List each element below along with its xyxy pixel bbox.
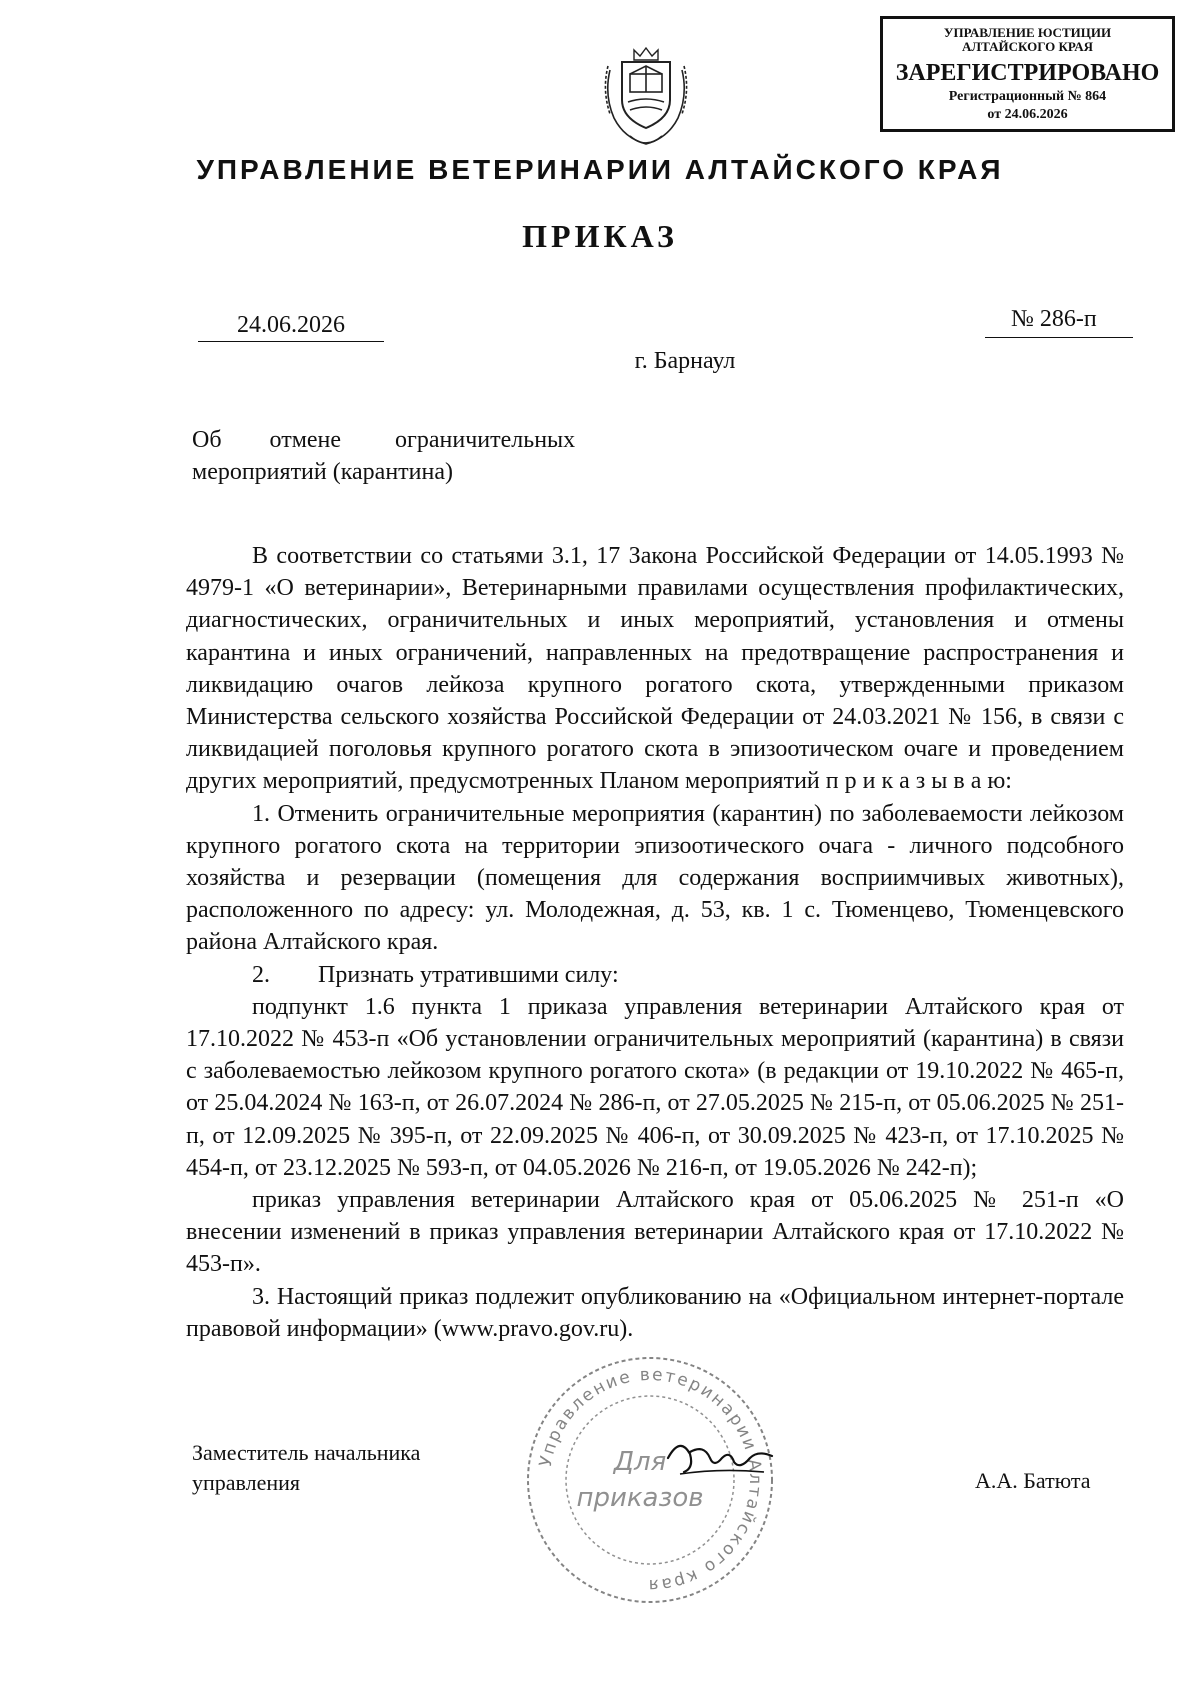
order-item-1: 1. Отменить ограничительные мероприятия (карантин) по заболеваемости лейкозом крупного рогатого скота на территории эпизоотического очага - личного подсобного хозяйства и резервации (помещения для содержания восприимчивых животных), расположенного по адресу: ул. Молодежная, д. 53, кв. 1 с. Тюменцево, Тюменцевского района Алтайского края.	[186, 800, 1124, 956]
registration-number: Регистрационный № 864	[948, 89, 1107, 104]
document-type: ПРИКАЗ	[522, 218, 678, 254]
order-subject-line1: Об отмене ограничительных	[192, 427, 576, 453]
order-body	[186, 540, 1124, 1345]
coat-of-arms-icon	[600, 40, 692, 152]
seal-center-line1: Для	[613, 1447, 667, 1477]
order-item-3: 3. Настоящий приказ подлежит опубликованию на «Официальном интернет-портале правовой информации» (www.pravo.gov.ru).	[186, 1283, 1124, 1342]
organization-name: УПРАВЛЕНИЕ ВЕТЕРИНАРИИ АЛТАЙСКОГО КРАЯ	[196, 154, 1004, 185]
seal-center-line2: приказов	[576, 1483, 704, 1513]
registration-stamp	[880, 16, 1175, 132]
order-date: 24.06.2026	[198, 312, 384, 342]
order-item-2-subitem-1: подпункт 1.6 пункта 1 приказа управления ветеринарии Алтайского края от 17.10.2022 № 453-п «Об установлении ограничительных мероприятий (карантина) в связи с заболеваемостью лейкозом крупного рогатого скота» (в редакции от 19.10.2022 № 465-п, от 25.04.2024 № 163-п, от 26.07.2024 № 286-п, от 27.05.2025 № 215-п, от 05.06.2025 № 251-п, от 12.09.2025 № 395-п, от 22.09.2025 № 406-п, от 30.09.2025 № 423-п, от 17.10.2025 № 454-п, от 23.12.2025 № 593-п, от 04.05.2026 № 216-п, от 19.05.2026 № 242-п);	[186, 993, 1124, 1181]
registration-date: от 24.06.2026	[987, 107, 1068, 122]
handwritten-signature	[660, 1428, 780, 1488]
issue-city: г. Барнаул	[634, 348, 736, 374]
signatory-position-line2: управления	[192, 1470, 301, 1495]
seal-ring-text: Управление ветеринарии Алтайского края	[535, 1364, 766, 1596]
order-item-2-subitem-2: приказ управления ветеринарии Алтайского края от 05.06.2025 № 251-п «О внесении изменений в приказ управления ветеринарии Алтайского края от 17.10.2022 № 453-п».	[186, 1187, 1124, 1278]
registration-stamp-status: ЗАРЕГИСТРИРОВАНО	[895, 60, 1160, 86]
signatory-position-line1: Заместитель начальника	[192, 1440, 421, 1465]
preamble-paragraph: В соответствии со статьями 3.1, 17 Закона Российской Федерации от 14.05.1993 № 4979-1 «О ветеринарии», Ветеринарными правилами осуществления профилактических, диагностических, ограничительных и иных мероприятий, установления и отмены карантина и иных ограничений, направленных на предотвращение распространения и ликвидацию очагов лейкоза крупного рогатого скота, утвержденными приказом Министерства сельского хозяйства Российской Федерации от 24.03.2021 № 156, в связи с ликвидацией поголовья крупного рогатого скота в эпизоотическом очаге и проведением других мероприятий, предусмотренных Планом мероприятий п р и к а з ы в а ю:	[186, 543, 1124, 795]
order-subject-line2: мероприятий (карантина)	[192, 459, 453, 485]
order-number: № 286-п	[985, 306, 1133, 338]
order-subject	[192, 424, 660, 488]
order-item-2: 2. Признать утратившими силу:	[252, 961, 619, 988]
signatory-position	[192, 1438, 420, 1498]
signatory-name: А.А. Батюта	[975, 1468, 1091, 1493]
registration-stamp-authority-line2: АЛТАЙСКОГО КРАЯ	[962, 39, 1093, 54]
registration-stamp-authority-line1: УПРАВЛЕНИЕ ЮСТИЦИИ	[943, 25, 1112, 40]
